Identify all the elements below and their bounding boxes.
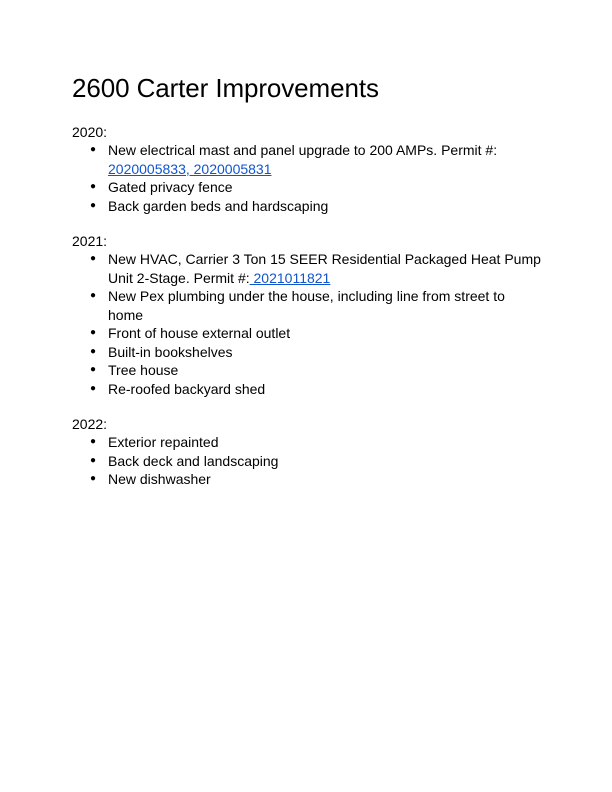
item-text: Re-roofed backyard shed <box>108 380 266 397</box>
item-text: New Pex plumbing under the house, including line from street to home <box>108 288 505 323</box>
year-heading: 2022: <box>72 416 108 432</box>
list-item <box>72 380 542 399</box>
bullet-icon: ● <box>90 327 97 338</box>
permit-link[interactable]: 2020005833, 2020005831 <box>108 160 272 177</box>
bullet-icon: ● <box>90 436 97 447</box>
list-item <box>72 178 542 197</box>
year-section-2020 <box>72 123 542 215</box>
year-heading: 2021: <box>72 233 108 249</box>
item-text: Gated privacy fence <box>108 179 233 195</box>
item-text: Exterior repainted <box>108 434 219 450</box>
list-item <box>72 197 542 216</box>
bullet-icon: ● <box>90 473 97 484</box>
item-list <box>72 250 542 398</box>
item-text: New dishwasher <box>108 471 211 487</box>
item-text: New HVAC, Carrier 3 Ton 15 SEER Residential Packaged Heat Pump Unit 2-Stage. Permit #: <box>108 251 541 286</box>
list-item <box>72 343 542 362</box>
list-item <box>72 433 542 452</box>
item-text: Built-in bookshelves <box>108 343 233 360</box>
permit-link[interactable]: 2021011821 <box>249 269 331 286</box>
list-item <box>72 324 542 343</box>
year-section-2021 <box>72 232 542 398</box>
list-item <box>72 141 542 178</box>
bullet-icon: ● <box>90 181 97 192</box>
bullet-icon: ● <box>90 364 97 375</box>
item-text: Front of house external outlet <box>108 325 291 341</box>
bullet-icon: ● <box>90 290 97 301</box>
list-item <box>72 452 542 471</box>
year-heading: 2020: <box>72 124 108 140</box>
bullet-icon: ● <box>90 144 97 155</box>
bullet-icon: ● <box>90 199 97 211</box>
bullet-icon: ● <box>90 454 97 466</box>
item-text: Tree house <box>108 362 179 378</box>
bullet-icon: ● <box>90 345 97 357</box>
bullet-icon: ● <box>90 253 97 264</box>
list-item <box>72 470 542 489</box>
list-item <box>72 250 542 287</box>
document-page <box>72 70 542 489</box>
bullet-icon: ● <box>90 382 97 394</box>
item-list <box>72 141 542 215</box>
item-text: Back deck and landscaping <box>108 452 279 469</box>
list-item <box>72 287 542 324</box>
list-item <box>72 361 542 380</box>
page-title: 2600 Carter Improvements <box>72 73 379 103</box>
item-text: New electrical mast and panel upgrade to 200 AMPs. Permit #: <box>108 142 498 158</box>
item-list <box>72 433 542 489</box>
item-text: Back garden beds and hardscaping <box>108 197 329 214</box>
year-section-2022 <box>72 415 542 489</box>
